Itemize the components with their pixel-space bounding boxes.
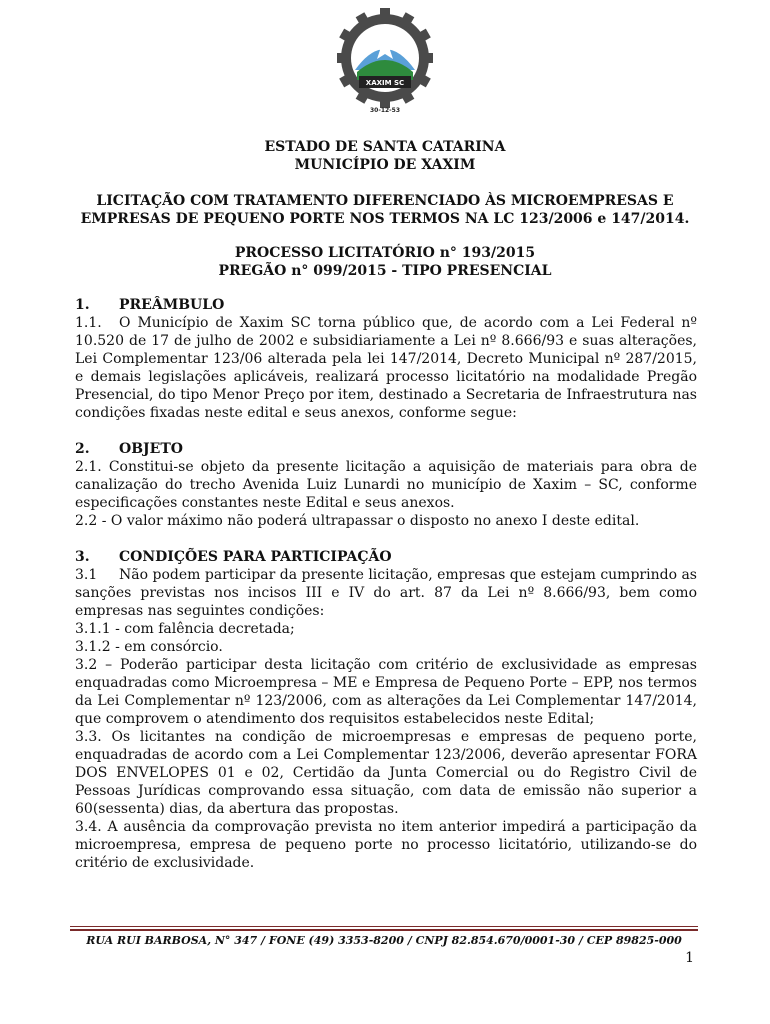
footer-address: RUA RUI BARBOSA, N° 347 / FONE (49) 3353-8200 / CNPJ 82.854.670/0001-30 / CEP 89825-000 xyxy=(86,934,682,947)
paragraph-text: Não podem participar da presente licitação, empresas que estejam cumprindo as sanções previstas nos incisos III e IV do art. 87 da Lei nº 8.666/93, bem como empresas nas seguintes condições: xyxy=(75,567,697,619)
section-title: PREÂMBULO xyxy=(119,297,225,313)
paragraph-text: O Município de Xaxim SC torna público que, de acordo com a Lei Federal nº 10.520 de 17 de julho de 2002 e subsidiariamente a Lei nº 8.666/93 e suas alterações, Lei Complementar 123/06 alterada pela lei 147/2014, Decreto Municipal nº 287/2015, e demais legislações aplicáveis, realizará processo licitatório na modalidade Pregão Presencial, do tipo Menor Preço por item, destinado a Secretaria de Infraestrutura nas condições fixadas neste edital e seus anexos, conforme segue: xyxy=(75,315,697,421)
section-title: CONDIÇÕES PARA PARTICIPAÇÃO xyxy=(119,549,392,565)
state-name: ESTADO DE SANTA CATARINA xyxy=(264,139,506,155)
section-title: OBJETO xyxy=(119,441,183,457)
bidding-title xyxy=(75,192,695,228)
document-header xyxy=(75,138,695,174)
paragraph-3-4: 3.4. A ausência da comprovação prevista no item anterior impedirá a participação da microempresa, empresa de pequeno porte no processo licitatório, utilizando-se do critério de exclusividade. xyxy=(75,819,697,871)
section-number: 1. xyxy=(75,297,90,313)
footer-divider xyxy=(70,929,698,931)
bidding-title-line2: EMPRESAS DE PEQUENO PORTE NOS TERMOS NA LC 123/2006 e 147/2014. xyxy=(80,211,690,227)
section-1-heading xyxy=(75,296,697,314)
section-3-heading xyxy=(75,548,697,566)
paragraph-3-2: 3.2 – Poderão participar desta licitação com critério de exclusividade as empresas enquadradas como Microempresa – ME e Empresa de Pequeno Porte – EPP, nos termos da Lei Complementar nº 123/2006, com as alterações da Lei Complementar 147/2014, que comprovem o atendimento dos requisitos estabelecidos neste Edital; xyxy=(75,657,697,727)
process-info xyxy=(75,244,695,280)
paragraph-3-1-2: 3.1.2 - em consórcio. xyxy=(75,639,223,655)
paragraph-3-1-1: 3.1.1 - com falência decretada; xyxy=(75,621,295,637)
section-2-heading xyxy=(75,440,697,458)
municipal-crest-logo xyxy=(333,8,437,120)
svg-text:XAXIM SC: XAXIM SC xyxy=(365,79,405,87)
paragraph-number: 3.1 xyxy=(75,567,98,583)
paragraph-2-1: 2.1. Constitui-se objeto da presente licitação a aquisição de materiais para obra de canalização do trecho Avenida Luiz Lunardi no município de Xaxim – SC, conforme especificações constantes neste Edital e seus anexos. xyxy=(75,459,697,511)
municipality-name: MUNICÍPIO DE XAXIM xyxy=(294,157,476,173)
bidding-title-line1: LICITAÇÃO COM TRATAMENTO DIFERENCIADO ÀS MICROEMPRESAS E xyxy=(96,193,674,209)
document-body xyxy=(75,296,697,872)
paragraph-3-1 xyxy=(75,566,697,620)
paragraph-3-3: 3.3. Os licitantes na condição de microempresas e empresas de pequeno porte, enquadradas de acordo com a Lei Complementar 123/2006, deverão apresentar FORA DOS ENVELOPES 01 e 02, Certidão da Junta Comercial ou do Registro Civil de Pessoas Jurídicas comprovando essa situação, com data de emissão não superior a 60(sessenta) dias, da abertura das propostas. xyxy=(75,729,697,817)
auction-number: PREGÃO n° 099/2015 - TIPO PRESENCIAL xyxy=(218,263,552,279)
section-number: 2. xyxy=(75,441,90,457)
process-number: PROCESSO LICITATÓRIO n° 193/2015 xyxy=(234,245,536,261)
section-number: 3. xyxy=(75,549,90,565)
svg-text:30-12-53: 30-12-53 xyxy=(369,107,401,114)
footer-divider xyxy=(70,926,698,927)
paragraph-number: 1.1. xyxy=(75,315,102,331)
page-number: 1 xyxy=(685,950,694,966)
paragraph-2-2: 2.2 - O valor máximo não poderá ultrapassar o disposto no anexo I deste edital. xyxy=(75,513,640,529)
paragraph-1-1 xyxy=(75,314,697,422)
